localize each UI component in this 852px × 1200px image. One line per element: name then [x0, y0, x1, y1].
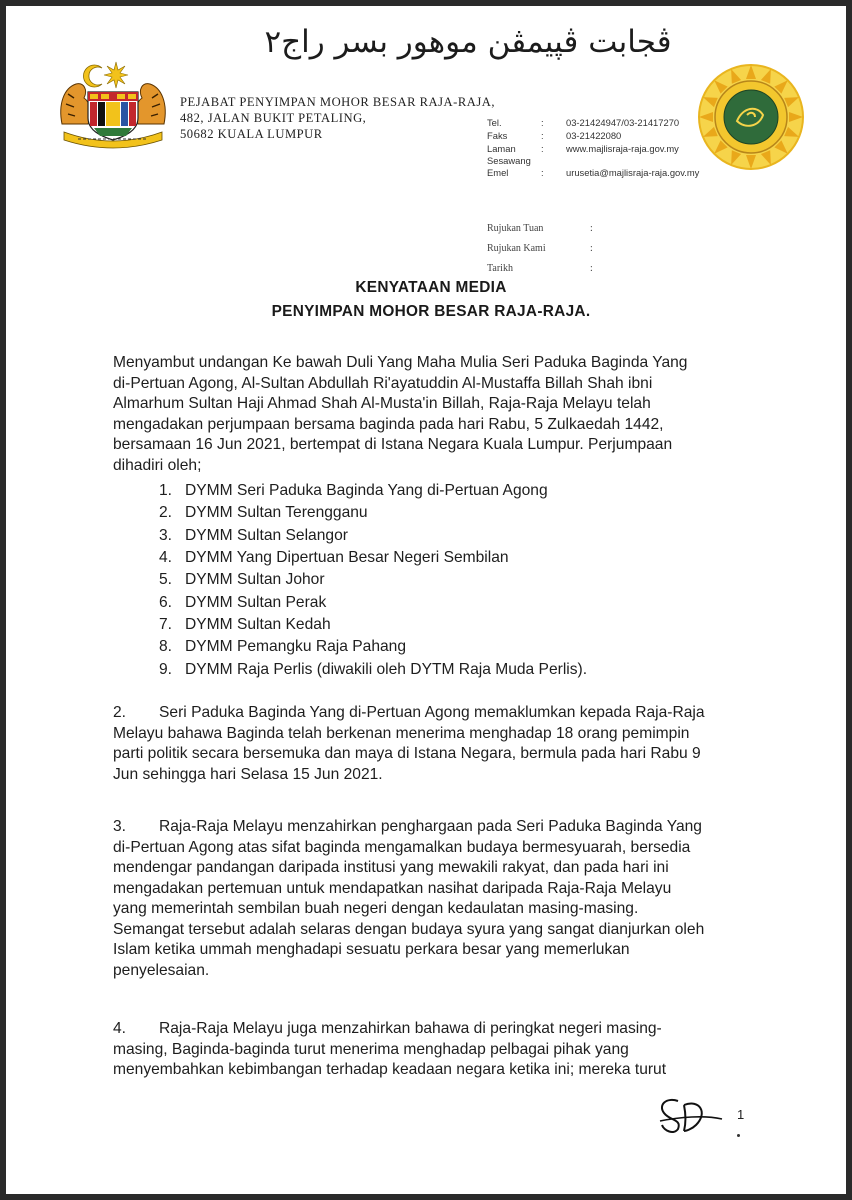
sesawang-label: Sesawang: [487, 155, 531, 166]
list-number: 5.: [159, 571, 173, 589]
separator: :: [590, 222, 593, 234]
intro-line: dihadiri oleh;: [113, 456, 202, 474]
list-item: [159, 547, 679, 569]
list-number: 6.: [159, 593, 173, 611]
list-number: 1.: [159, 482, 173, 500]
paragraph-line: masing, Baginda-baginda turut menerima menghadap pelbagai pihak yang: [113, 1040, 629, 1058]
paragraph-line: di-Pertuan Agong atas sifat baginda mengamalkan budaya bermesyuarah, bersedia: [113, 838, 691, 856]
office-name: PEJABAT PENYIMPAN MOHOR BESAR RAJA-RAJA,: [180, 95, 495, 109]
list-item: [159, 525, 679, 547]
attendee-name: DYMM Sultan Perak: [185, 593, 327, 611]
list-item: [159, 636, 679, 658]
list-item: [159, 591, 679, 613]
paragraph-3: [113, 817, 743, 981]
document-title: KENYATAAN MEDIA: [355, 279, 507, 296]
paragraph-line: Semangat tersebut adalah selaras dengan budaya syura yang sangat dianjurkan oleh: [113, 920, 705, 938]
office-address: [180, 94, 495, 142]
paragraph-2: [113, 703, 743, 785]
paragraph-number: 2.: [113, 704, 127, 721]
paragraph-4: [113, 1019, 743, 1081]
jawi-heading: ڤجابت ڤڽيمڤن موهور بسر راج٢: [264, 24, 672, 60]
website-link[interactable]: www.majlisraja-raja.gov.my: [566, 143, 679, 154]
email-link[interactable]: urusetia@majlisraja-raja.gov.my: [566, 167, 700, 178]
attendee-name: DYMM Sultan Terengganu: [185, 504, 368, 522]
rujukan-tuan-label: Rujukan Tuan: [487, 222, 544, 234]
address-line-1: 482, JALAN BUKIT PETALING,: [180, 111, 367, 125]
address-line-2: 50682 KUALA LUMPUR: [180, 127, 323, 141]
laman-label: Laman: [487, 143, 516, 154]
list-number: 4.: [159, 549, 173, 567]
separator: :: [541, 143, 544, 154]
list-item: [159, 502, 679, 524]
attendee-name: DYMM Sultan Selangor: [185, 526, 348, 544]
paragraph-line: mengadakan pertemuan untuk mendapatkan nasihat daripada Raja-Raja Melayu: [113, 879, 672, 897]
list-number: 7.: [159, 615, 173, 633]
paragraph-line: mendengar pandangan daripada institusi yang mewakili rakyat, dan pada hari ini: [113, 859, 669, 876]
tel-label: Tel.: [487, 117, 502, 128]
paragraph-line: yang memerintah sembilan buah negeri dengan kedaulatan masing-masing.: [113, 900, 639, 917]
emel-label: Emel: [487, 167, 509, 178]
signature-icon: [656, 1091, 726, 1135]
paragraph-number: 3.: [113, 818, 127, 835]
separator: :: [541, 130, 544, 141]
faks-value: 03-21422080: [566, 130, 622, 141]
document-page: [6, 6, 846, 1194]
intro-line: Almarhum Sultan Haji Ahmad Shah Al-Musta'in Billah, Raja-Raja Melayu telah: [113, 395, 651, 412]
paragraph-line: penyelesaian.: [113, 961, 210, 979]
document-subtitle: PENYIMPAN MOHOR BESAR RAJA-RAJA.: [271, 303, 591, 320]
list-item: [159, 480, 679, 502]
intro-line: di-Pertuan Agong, Al-Sultan Abdullah Ri'ayatuddin Al-Mustaffa Billah Shah ibni: [113, 374, 653, 392]
paragraph-line: parti politik secara bersemuka dan maya di Istana Negara, bermula pada hari Rabu 9: [113, 745, 701, 762]
paragraph-line: menyembahkan kebimbangan terhadap keadaan negara ketika ini; mereka turut: [113, 1061, 667, 1078]
page-dot: [737, 1134, 740, 1137]
attendee-name: DYMM Yang Dipertuan Besar Negeri Sembilan: [185, 549, 509, 567]
intro-line: bersamaan 16 Jun 2021, bertempat di Istana Negara Kuala Lumpur. Perjumpaan: [113, 436, 673, 453]
list-item: [159, 658, 679, 680]
list-number: 3.: [159, 526, 173, 544]
page-number: 1: [737, 1107, 745, 1122]
separator: :: [541, 167, 544, 178]
reference-block: [487, 218, 593, 278]
attendee-name: DYMM Seri Paduka Baginda Yang di-Pertuan Agong: [185, 482, 548, 500]
attendee-name: DYMM Raja Perlis (diwakili oleh DYTM Raja Muda Perlis).: [185, 660, 588, 678]
separator: :: [590, 262, 593, 274]
list-number: 9.: [159, 660, 173, 678]
intro-paragraph: [113, 353, 743, 476]
attendee-name: DYMM Sultan Kedah: [185, 615, 331, 633]
separator: :: [590, 242, 593, 254]
attendee-list: [159, 480, 679, 681]
paragraph-line: Melayu bahawa Baginda telah berkenan menerima menghadap 18 orang pemimpin: [113, 724, 690, 742]
faks-label: Faks: [487, 130, 508, 141]
tel-value[interactable]: 03-21424947/03-21417270: [566, 117, 680, 128]
list-number: 2.: [159, 504, 173, 522]
intro-line: mengadakan perjumpaan bersama baginda pada hari Rabu, 5 Zulkaedah 1442,: [113, 415, 664, 433]
separator: :: [541, 117, 544, 128]
intro-line: Menyambut undangan Ke bawah Duli Yang Maha Mulia Seri Paduka Baginda Yang: [113, 354, 688, 371]
paragraph-line: Raja-Raja Melayu juga menzahirkan bahawa di peringkat negeri masing-: [159, 1020, 662, 1037]
attendee-name: DYMM Sultan Johor: [185, 571, 325, 589]
rujukan-kami-label: Rujukan Kami: [487, 242, 546, 254]
coat-of-arms-icon: [54, 54, 172, 150]
list-item: [159, 614, 679, 636]
contact-block: [487, 116, 717, 179]
tarikh-label: Tarikh: [487, 262, 513, 274]
paragraph-number: 4.: [113, 1020, 127, 1037]
list-item: [159, 569, 679, 591]
paragraph-line: Raja-Raja Melayu menzahirkan penghargaan pada Seri Paduka Baginda Yang: [159, 818, 702, 835]
royal-seal-icon: [696, 62, 806, 172]
paragraph-line: Seri Paduka Baginda Yang di-Pertuan Agong memaklumkan kepada Raja-Raja: [159, 704, 705, 721]
attendee-name: DYMM Pemangku Raja Pahang: [185, 638, 407, 656]
list-number: 8.: [159, 638, 173, 656]
paragraph-line: Islam ketika ummah menghadapi sesuatu perkara besar yang memerlukan: [113, 941, 630, 958]
paragraph-line: Jun sehingga hari Selasa 15 Jun 2021.: [113, 765, 383, 783]
